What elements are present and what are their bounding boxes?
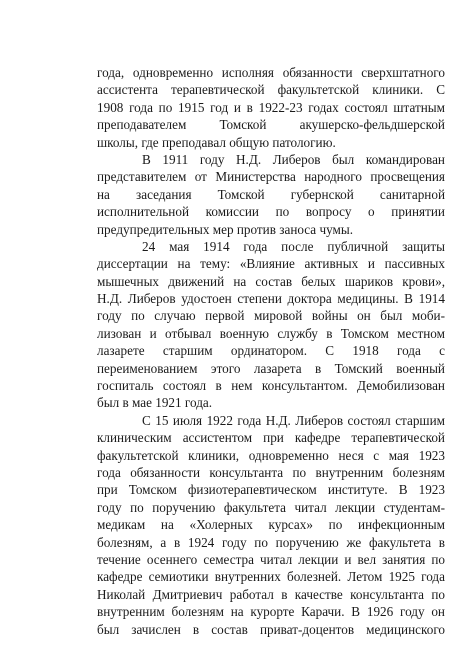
text-line: 1908 года по 1915 год и в 1922-23 годах состоял штатным bbox=[97, 99, 445, 115]
paragraph-4 bbox=[97, 412, 445, 638]
text-line: года, одновременно исполняя обязанности сверхштатного bbox=[97, 65, 445, 80]
text-line: факультетской клиники, одновременно неся с мая 1923 bbox=[97, 447, 445, 463]
text-line: В 1911 году Н.Д. Либеров был командирован bbox=[142, 151, 445, 167]
text-line: лизован и отбывал военную службу в Томском местном bbox=[97, 325, 445, 341]
text-line: на заседания Томской губернской санитарной bbox=[97, 186, 445, 202]
text-line: школы, где преподавал общую патологию. bbox=[97, 134, 336, 150]
text-line: года обязанности консультанта по внутренним болезням bbox=[97, 464, 445, 480]
text-line: был в мае 1921 года. bbox=[97, 395, 213, 411]
text-line: предупредительных мер против заноса чумы. bbox=[97, 221, 354, 237]
text-line: году по поручению факультета читал лекции студентам- bbox=[97, 499, 445, 515]
text-line: медикам на «Холерных курсах» по инфекционным bbox=[97, 517, 445, 533]
text-line: Николай Дмитриевич работал в качестве консультанта по bbox=[97, 586, 445, 602]
body-text bbox=[97, 64, 445, 638]
text-line: госпиталь состоял в нем консультантом. Демобилизован bbox=[97, 378, 445, 394]
paragraph-2 bbox=[97, 151, 445, 238]
text-line: переименованием этого лазарета в Томский военный bbox=[97, 360, 445, 376]
text-line: клиническим ассистентом при кафедре терапевтической bbox=[97, 430, 445, 446]
text-line: 24 мая 1914 года после публичной защиты bbox=[142, 238, 445, 254]
text-line: Н.Д. Либеров удостоен степени доктора медицины. В 1914 bbox=[97, 291, 445, 307]
text-line: С 15 июля 1922 года Н.Д. Либеров состоял старшим bbox=[142, 412, 445, 428]
text-line: исполнительной комиссии по вопросу о принятии bbox=[97, 204, 445, 220]
paragraph-1 bbox=[97, 64, 445, 151]
text-line: году по случаю первой мировой войны он был моби- bbox=[97, 308, 445, 324]
text-line: представителем от Министерства народного просвещения bbox=[97, 169, 445, 185]
text-line: был зачислен в состав приват-доцентов медицинского bbox=[97, 621, 445, 637]
text-line: лазарете старшим ординатором. С 1918 года с bbox=[97, 343, 445, 359]
paragraph-3 bbox=[97, 238, 445, 412]
text-line: преподавателем Томской акушерско-фельдшерской bbox=[97, 117, 445, 133]
text-line: ассистента терапевтической факультетской клиники. С bbox=[97, 82, 445, 98]
text-line: кафедре семиотики внутренних болезней. Летом 1925 года bbox=[97, 569, 445, 585]
text-line: диссертации на тему: «Влияние активных и пассивных bbox=[97, 256, 445, 272]
text-line: болезням, а в 1924 году по поручению же факультета в bbox=[97, 534, 445, 550]
text-line: внутренним болезням на курорте Карачи. В 1926 году он bbox=[97, 604, 445, 620]
text-line: мышечных движений на состав белых шариков крови», bbox=[97, 273, 445, 289]
text-line: течение осеннего семестра читал лекции и вел занятия по bbox=[97, 551, 445, 567]
text-line: при Томском физиотерапевтическом институте. В 1923 bbox=[97, 482, 445, 498]
